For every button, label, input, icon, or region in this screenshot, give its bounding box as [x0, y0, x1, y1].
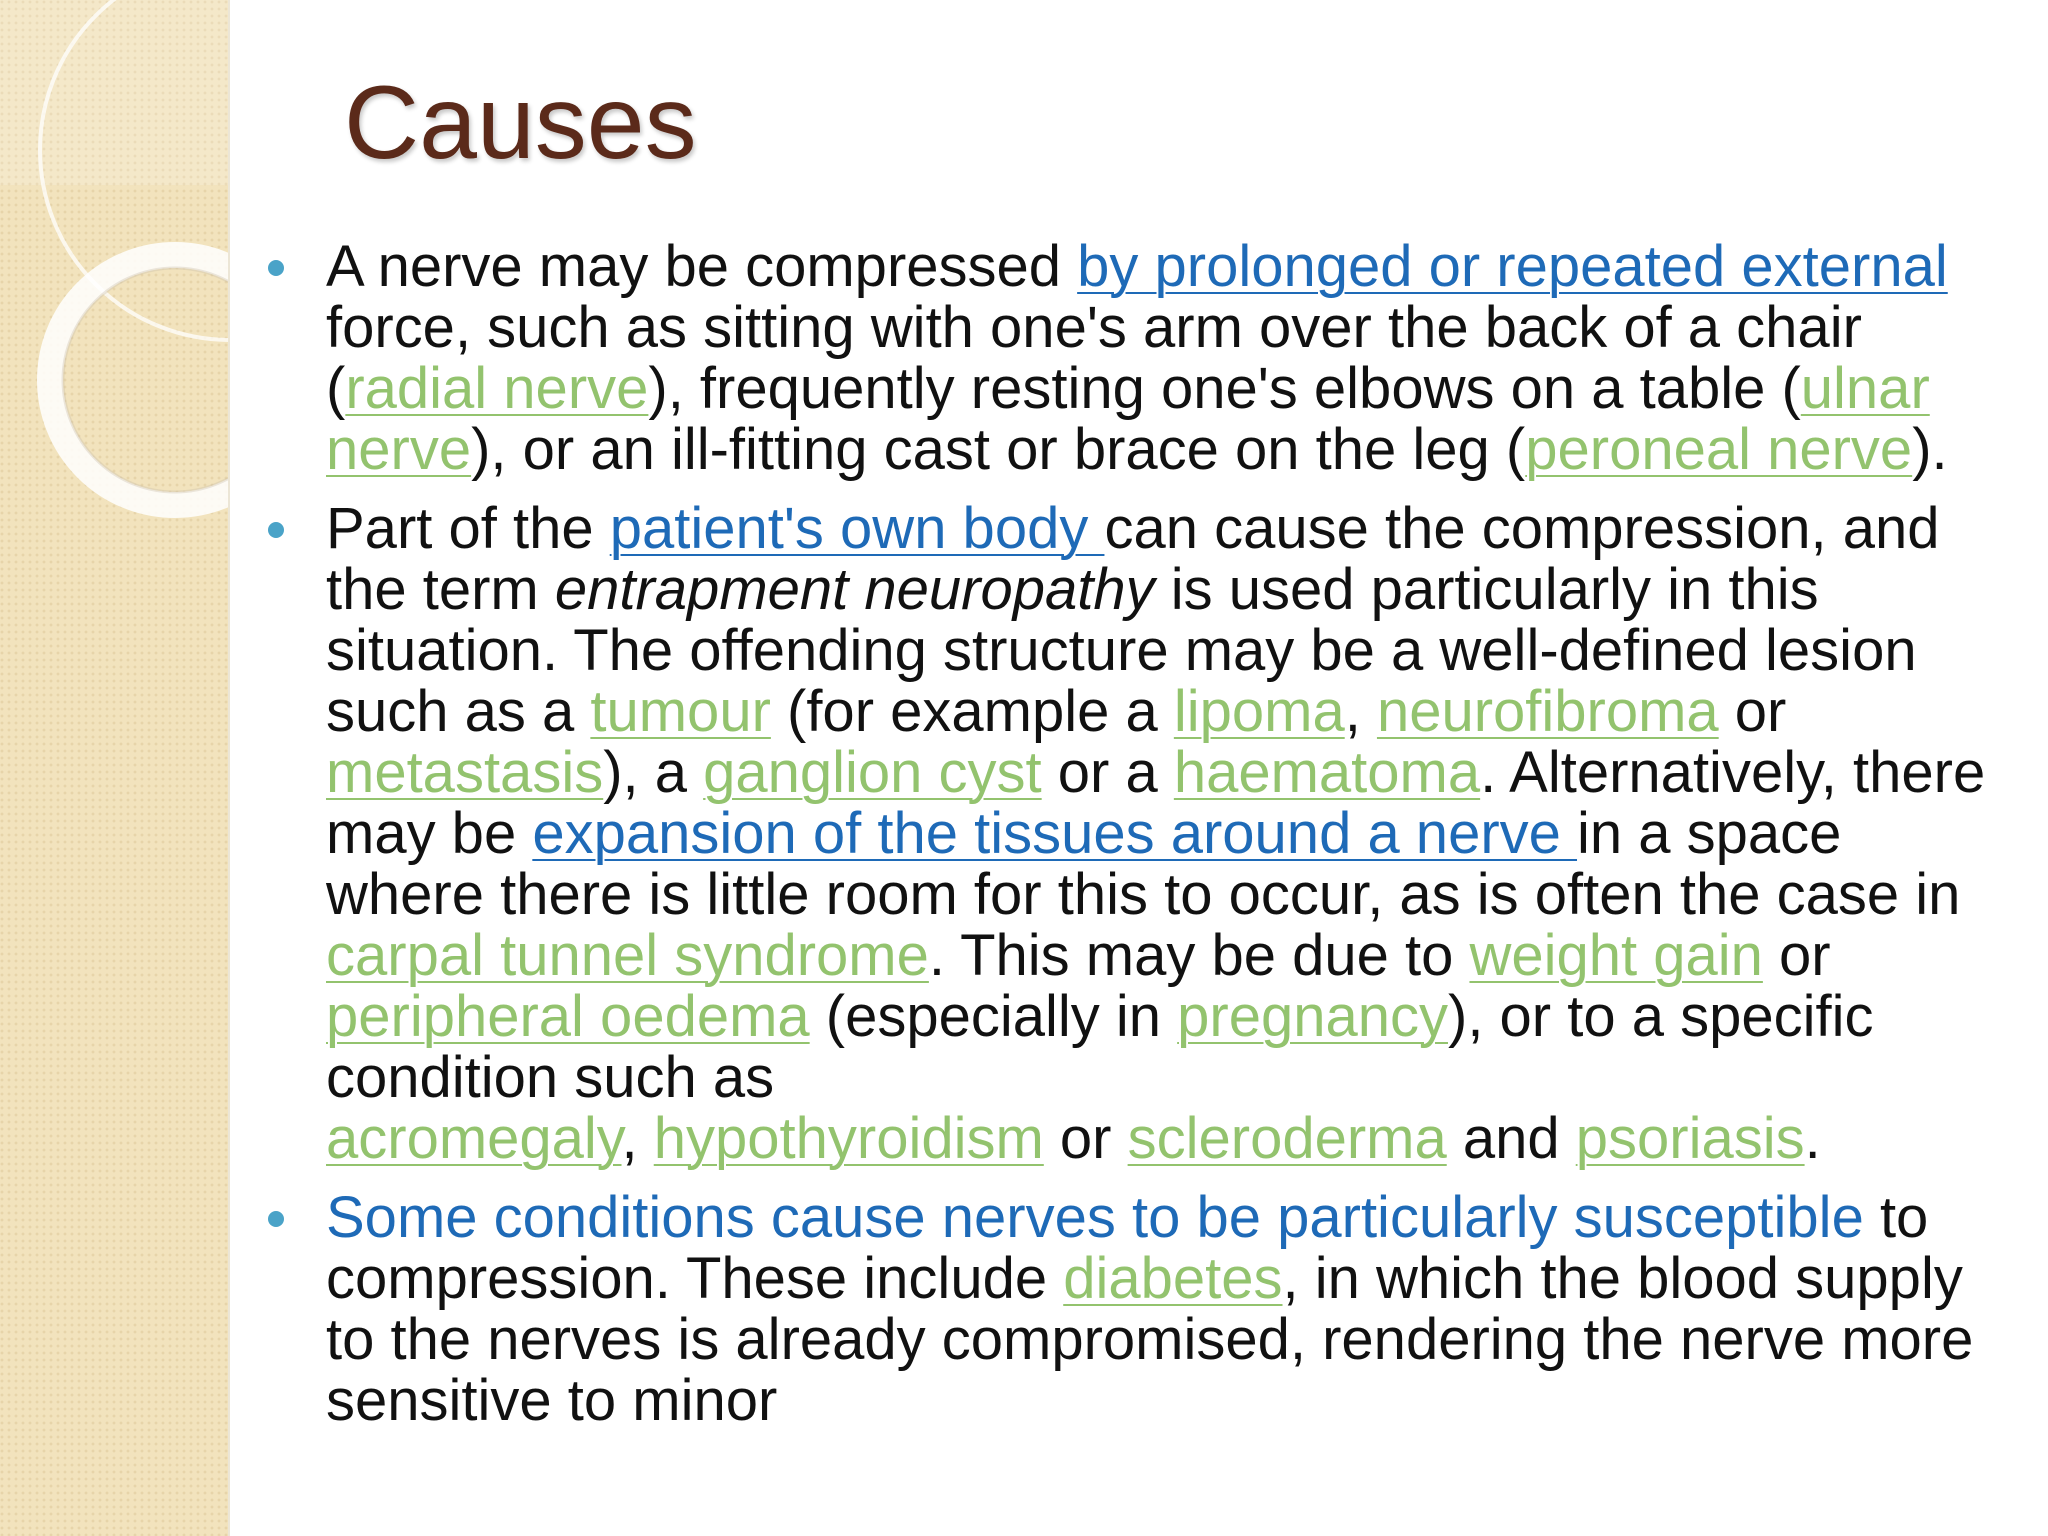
bullet-dot — [268, 260, 284, 276]
link-patients-own-body[interactable]: patient's own body — [609, 496, 1105, 561]
link-ulnar-nerve[interactable]: ulnar nerve — [326, 356, 1930, 482]
link-neurofibroma[interactable]: neurofibroma — [1376, 679, 1719, 744]
decorative-sidebar — [0, 0, 228, 1536]
link-prolonged-external-force[interactable]: by prolonged or repeated external — [1077, 234, 1948, 299]
link-weight-gain[interactable]: weight gain — [1469, 923, 1763, 988]
bullet-entrapment: Part of the patient's own body can cause the compression, and the term entrapment neuropathy is used particularly in this situation. The offending structure may be a well-defined lesion such as a tumour (for example a lipoma, neurofibroma or metastasis), a ganglion cyst or a haematoma. Alternatively, there may be expansion of the tissues around a nerve in a space where there is little room for this to occur, as is often the case in carpal tunnel syndrome. This may be due to weight gain or peripheral oedema (especially in pregnancy), or to a specific condition such as acromegaly, hypothyroidism or scleroderma and psoriasis. — [268, 498, 1998, 1169]
link-acromegaly[interactable]: acromegaly — [326, 1106, 622, 1171]
link-tissue-expansion[interactable]: expansion of the tissues around a nerve — [532, 801, 1578, 866]
link-carpal-tunnel-syndrome[interactable]: carpal tunnel syndrome — [326, 923, 929, 988]
link-metastasis[interactable]: metastasis — [326, 740, 604, 805]
link-psoriasis[interactable]: psoriasis — [1575, 1106, 1805, 1171]
slide-content — [268, 236, 1998, 1449]
bullet-susceptible-conditions: Some conditions cause nerves to be particularly susceptible to compression. These include diabetes, in which the blood supply to the nerves is already compromised, rendering the nerve more sensitive to minor — [268, 1187, 1998, 1431]
bullet-dot — [268, 1211, 284, 1227]
link-scleroderma[interactable]: scleroderma — [1127, 1106, 1447, 1171]
term-entrapment-neuropathy: entrapment neuropathy — [554, 557, 1155, 622]
link-hypothyroidism[interactable]: hypothyroidism — [653, 1106, 1044, 1171]
bullet-dot — [268, 522, 284, 538]
link-ganglion-cyst[interactable]: ganglion cyst — [703, 740, 1042, 805]
decorative-rings — [0, 0, 228, 560]
link-radial-nerve[interactable]: radial nerve — [345, 356, 649, 421]
link-pregnancy[interactable]: pregnancy — [1177, 984, 1448, 1049]
sidebar-divider — [228, 0, 230, 1536]
slide-title: Causes — [344, 65, 697, 181]
link-tumour[interactable]: tumour — [590, 679, 771, 744]
link-peroneal-nerve[interactable]: peroneal nerve — [1525, 417, 1913, 482]
link-lipoma[interactable]: lipoma — [1173, 679, 1345, 744]
bullet-compression-external: A nerve may be compressed by prolonged or repeated external force, such as sitting with one's arm over the back of a chair (radial nerve), frequently resting one's elbows on a table (ulnar nerve), or an ill-fitting cast or brace on the leg (peroneal nerve). — [268, 236, 1998, 480]
link-peripheral-oedema[interactable]: peripheral oedema — [326, 984, 810, 1049]
link-diabetes[interactable]: diabetes — [1063, 1246, 1283, 1311]
link-haematoma[interactable]: haematoma — [1173, 740, 1481, 805]
highlight-susceptible: Some conditions cause nerves to be particularly susceptible — [326, 1185, 1864, 1250]
